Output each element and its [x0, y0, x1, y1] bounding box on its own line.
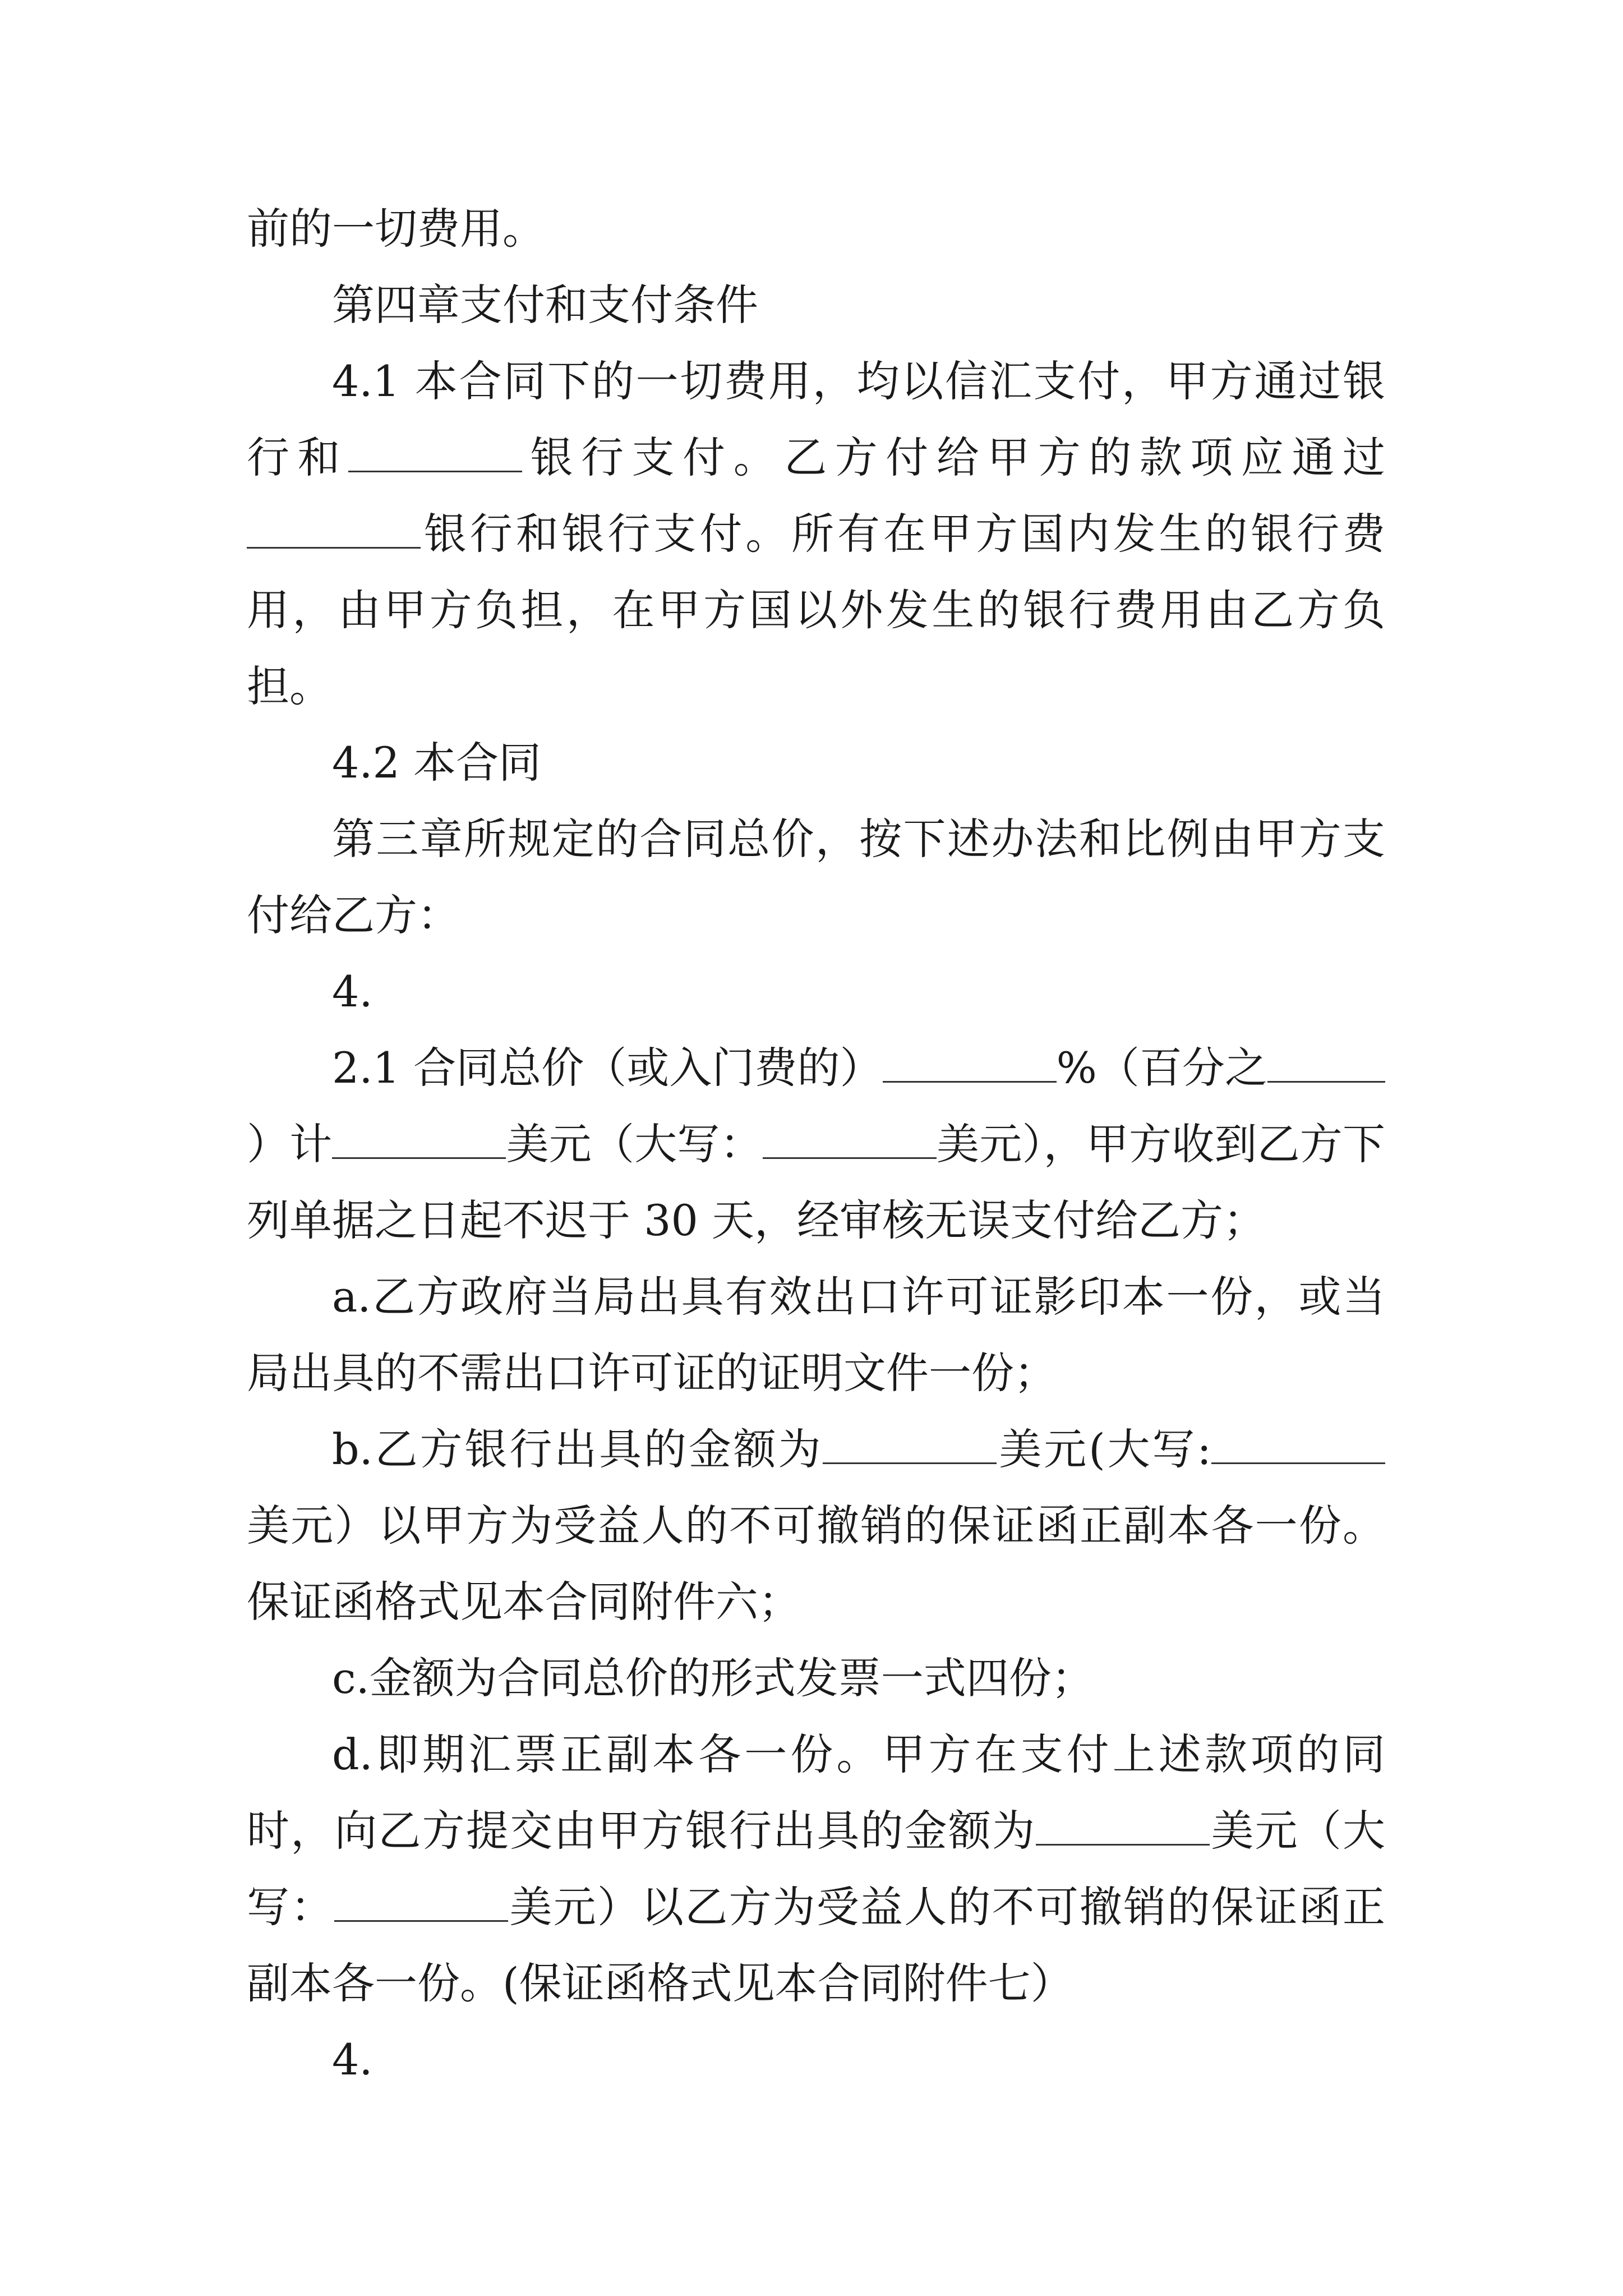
item-d: d.即期汇票正副本各一份。甲方在支付上述款项的同时，向乙方提交由甲方银行出具的金额为 美元（大写： 美元）以乙方为受益人的不可撤销的保证函正副本各一份。(保证函格式见本合同附件七）: [247, 1729, 1386, 2008]
chapter-4-title: 第四章支付和支付条件: [332, 280, 758, 330]
blank-field: [763, 1119, 937, 1159]
item-a: a.乙方政府当局出具有效出口许可证影印本一份，或当局出具的不需出口许可证的证明文件一份；: [247, 1272, 1385, 1398]
blank-field: [348, 432, 522, 472]
paragraph-fees-end: 前的一切费用。: [247, 204, 545, 254]
blank-field: [1036, 1806, 1210, 1846]
clause-4-1: 4.1 本合同下的一切费用，均以信汇支付，甲方通过银行和 银行支付。乙方付给甲方的款项应通过银行和银行支付。所有在甲方国内发生的银行费用，由甲方负担，在甲方国以外发生的银行费用由乙方负担。: [247, 356, 1386, 711]
clause-4-2: 4.2 本合同: [332, 738, 542, 788]
document-page: [247, 191, 1385, 2098]
clause-number: 4.: [332, 967, 373, 1016]
blank-field: [1211, 1424, 1385, 1464]
blank-field: [334, 1882, 508, 1922]
blank-field: [332, 1119, 506, 1159]
clause-2-1: 2.1 合同总价（或入门费的） %（百分之）计 美元（大写： 美元），甲方收到乙方下列单据之日起不迟于 30 天，经审核无误支付给乙方；: [247, 1043, 1386, 1245]
blank-field: [1267, 1043, 1385, 1083]
clause-number-end: 4.: [332, 2035, 373, 2085]
blank-field: [883, 1043, 1057, 1083]
blank-field: [823, 1424, 997, 1464]
blank-field: [247, 509, 421, 549]
item-b: b.乙方银行出具的金额为 美元(大写:美元）以甲方为受益人的不可撤销的保证函正副本各一份。保证函格式见本合同附件六；: [247, 1424, 1385, 1627]
item-c: c.金额为合同总价的形式发票一式四份；: [332, 1653, 1094, 1703]
clause-4-2-text: 第三章所规定的合同总价，按下述办法和比例由甲方支付给乙方：: [247, 814, 1385, 940]
